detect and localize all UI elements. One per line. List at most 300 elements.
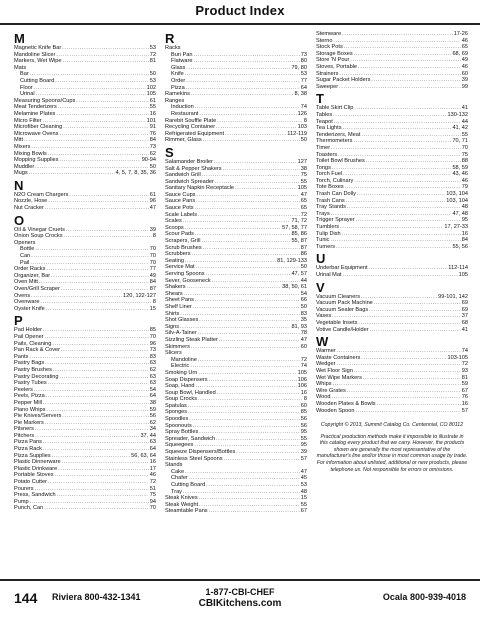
entry-page: 103: [297, 124, 307, 131]
entry-page: 34: [149, 426, 156, 433]
dot-leader: [350, 57, 460, 64]
entry-name: Muddler: [14, 163, 35, 170]
index-entry-soap-hand: [165, 383, 307, 390]
dot-leader: [374, 300, 461, 307]
entry-name: Stainless Steel Spoons: [165, 455, 223, 462]
entry-name: Mixing Bowls: [14, 150, 47, 157]
index-entry-organizer-bar: [14, 273, 156, 280]
index-entry-magnetic-knife-bar: [14, 45, 156, 52]
index-section-r: [165, 32, 307, 144]
index-entry-stoves-portable: [316, 64, 468, 71]
dot-leader: [236, 449, 299, 456]
index-entry-tote-boxes: [316, 184, 468, 191]
dot-leader: [214, 159, 297, 166]
dot-leader: [366, 158, 461, 165]
index-column-3: [316, 31, 468, 478]
section-letter: N: [14, 177, 24, 193]
entry-name: Sandwich Spreader: [165, 178, 214, 185]
dot-leader: [57, 492, 149, 499]
index-entry-sever-gooseneck: [165, 278, 307, 285]
index-entry-oven-grill-scraper: [14, 286, 156, 293]
entry-name: Racks: [165, 45, 181, 51]
dot-leader: [193, 304, 300, 311]
entry-page: 64: [300, 84, 307, 91]
entry-page: 64: [149, 446, 156, 453]
dot-leader: [24, 137, 149, 144]
dot-leader: [193, 423, 300, 430]
entry-page: 17-26: [453, 31, 468, 37]
dot-leader: [206, 271, 291, 278]
dot-leader: [48, 380, 149, 387]
dot-leader: [363, 375, 461, 382]
entry-page: 68, 69: [452, 50, 468, 57]
dot-leader: [223, 166, 300, 173]
entry-name: Trash Cans: [316, 197, 345, 204]
index-entry-tray: [165, 489, 307, 496]
dot-leader: [186, 78, 299, 85]
entry-page: 60: [461, 70, 468, 77]
dot-leader: [41, 299, 152, 306]
entry-name: Pourers: [14, 485, 34, 492]
section-letter: T: [316, 91, 324, 107]
index-entry-nozzle-hose: [14, 198, 156, 205]
entry-name: Pizza Pans: [14, 439, 42, 446]
dot-leader: [344, 44, 461, 51]
footer-center: [160, 587, 320, 610]
index-entry-whips: [316, 381, 468, 388]
entry-page: 8: [152, 233, 156, 240]
index-entry-scoops: [165, 225, 307, 232]
entry-page: 106: [297, 376, 307, 383]
index-entry-press-sandwich: [14, 492, 156, 499]
entry-page: 85: [149, 327, 156, 334]
entry-name: Pitchers: [14, 432, 35, 439]
index-entry-underbar-equipment: [316, 265, 468, 272]
branch-phone-riviera: Riviera 800-432-1341: [52, 592, 141, 602]
entry-name: Mandoline Slicer: [14, 51, 56, 58]
index-entry-shelf-liner: [165, 304, 307, 311]
index-column-2: [165, 31, 307, 517]
index-entry-sizzling-steak-platter: [165, 337, 307, 344]
entry-name: Shirts: [165, 310, 180, 317]
dot-leader: [201, 238, 290, 245]
entry-name: Pails, Cleaning: [14, 340, 52, 347]
entry-list: [14, 45, 156, 177]
dot-leader: [62, 45, 149, 52]
dot-leader: [198, 330, 300, 337]
index-entry-sauce-cups: [165, 192, 307, 199]
dot-leader: [377, 401, 461, 408]
entry-name: Knife: [171, 71, 184, 78]
entry-name: Steak Weight: [165, 501, 199, 508]
index-entry-sweeper: [316, 84, 468, 91]
entry-name: Spatulas: [165, 402, 187, 409]
index-section-t: [316, 92, 468, 250]
entry-name: Stoves, Portable: [316, 63, 358, 70]
index-entry-bar: [14, 71, 156, 78]
index-entry-cake: [165, 469, 307, 476]
entry-page: 74: [461, 348, 468, 355]
entry-name: Pastry Brushes: [14, 366, 52, 373]
entry-page: 69: [461, 306, 468, 313]
entry-page: 81: [149, 58, 156, 65]
entry-name: Glass: [171, 64, 186, 71]
entry-page: 85, 86: [291, 231, 307, 238]
entry-name: Smoking Urn: [165, 369, 198, 376]
entry-name: Oven Mitt: [14, 279, 38, 286]
dot-leader: [358, 64, 461, 71]
dot-leader: [30, 71, 149, 78]
index-entry-vacuum-cleaners: [316, 294, 468, 301]
index-section-n: [14, 179, 156, 212]
entry-page: 48: [300, 488, 307, 495]
copyright-text: Copyright © 2013, Summit Catalog Co. Centennial, CO 80112: [320, 422, 464, 429]
entry-page: 93: [461, 367, 468, 374]
entry-page: 49: [461, 57, 468, 64]
entry-page: 35: [300, 317, 307, 324]
entry-name: Tenderizers, Meat: [316, 131, 361, 138]
dot-leader: [35, 164, 149, 171]
entry-page: 55: [300, 435, 307, 442]
entry-page: 75: [149, 492, 156, 499]
dot-leader: [62, 459, 149, 466]
index-entry-mats: [14, 65, 156, 72]
entry-name: Trash Can Dolly: [316, 191, 356, 198]
dot-leader: [48, 151, 149, 158]
entry-page: 55, 87: [291, 238, 307, 245]
dot-leader: [199, 111, 296, 118]
index-entry-pie-markers: [14, 420, 156, 427]
entry-name: Teapot: [316, 118, 333, 125]
index-entry-pants: [14, 354, 156, 361]
dot-leader: [340, 224, 443, 231]
dot-leader: [58, 104, 149, 111]
entry-name: Pad Holder: [14, 327, 42, 334]
index-entry-mixing-bowls: [14, 151, 156, 158]
entry-page: 91: [149, 124, 156, 131]
entry-name: Tumblers: [316, 224, 340, 231]
entry-name: Vases: [316, 313, 332, 320]
dot-leader: [58, 466, 149, 473]
entry-page: 76: [461, 394, 468, 401]
entry-page: 101: [146, 117, 156, 124]
entry-name: Flatware: [171, 58, 193, 65]
index-entry-trigger-sprayer: [316, 217, 468, 224]
index-entry-steamtable-pans: [165, 508, 307, 515]
entry-name: Pail: [20, 259, 30, 266]
index-entry-pastry-decorating: [14, 374, 156, 381]
index-entry-muddler: [14, 164, 156, 171]
index-entry-wooden-spoon: [316, 408, 468, 415]
dot-leader: [59, 157, 140, 164]
entry-page: 70: [149, 246, 156, 253]
entry-page: 87: [149, 286, 156, 292]
entry-page: 38: [149, 399, 156, 406]
index-entry-wire-grates: [316, 388, 468, 395]
index-entry-shakers: [165, 284, 307, 291]
entry-name: Scour Pads: [165, 231, 194, 238]
dot-leader: [56, 111, 148, 118]
entry-name: Sever, Gooseneck: [165, 277, 211, 284]
entry-page: 50: [300, 264, 307, 271]
index-entry-turners: [316, 244, 468, 251]
entry-page: 75: [461, 151, 468, 158]
index-entry-knife: [165, 71, 307, 78]
entry-page: 80: [300, 58, 307, 65]
dot-leader: [371, 77, 460, 84]
section-letter: O: [14, 212, 25, 228]
entry-name: Portable Stoves: [14, 472, 54, 479]
entry-page: 53: [300, 71, 307, 78]
index-entry-pump: [14, 499, 156, 506]
index-entry-tray-stands: [316, 204, 468, 211]
entry-page: 53: [149, 77, 156, 84]
index-section-m: [14, 32, 156, 177]
entry-name: Plastic Drinkware: [14, 465, 58, 472]
index-entry-trash-can-dolly: [316, 191, 468, 198]
dot-leader: [224, 456, 300, 463]
entry-page: 47: [300, 191, 307, 198]
index-entry-skimmers: [165, 344, 307, 351]
index-entry-urinal-mat: [316, 272, 468, 279]
entry-list: [316, 265, 468, 278]
entry-page: 84: [461, 237, 468, 244]
index-entry-microfiber-cleaning: [14, 124, 156, 131]
index-section-w: [316, 335, 468, 414]
entry-page: 8: [303, 396, 307, 403]
dot-leader: [217, 118, 303, 125]
entry-page: 67: [300, 508, 307, 515]
entry-page: 61: [149, 97, 156, 104]
entry-name: Oyster Knife: [14, 305, 45, 312]
dot-leader: [186, 85, 300, 92]
entry-name: Meat Tenderizers: [14, 104, 57, 111]
dot-leader: [345, 184, 461, 191]
column-3-sections: [316, 31, 468, 414]
dot-leader: [343, 125, 452, 132]
entry-page: 81, 93: [291, 323, 307, 330]
entry-name: Sanitary Napkin Receptacle: [165, 185, 235, 192]
entry-page: 65: [461, 44, 468, 51]
entry-name: Wooden Spoon: [316, 407, 355, 414]
index-entry-trash-cans: [316, 198, 468, 205]
index-entry-urinal: [14, 91, 156, 98]
index-entry-pastry-bags: [14, 360, 156, 367]
index-entry-wooden-plates-bowls: [316, 401, 468, 408]
index-entry-pizza-supplies: [14, 453, 156, 460]
index-columns: [14, 31, 472, 571]
dot-leader: [361, 355, 446, 362]
dot-leader: [36, 91, 146, 98]
entry-name: Oven/Grill Scraper: [14, 286, 61, 292]
dot-leader: [196, 264, 300, 271]
index-entry-toasters: [316, 152, 468, 159]
dot-leader: [59, 374, 148, 381]
website-link[interactable]: CBIKitchens.com: [198, 598, 282, 609]
dot-leader: [183, 218, 291, 225]
entry-name: Pepper Mill: [14, 399, 42, 406]
dot-leader: [209, 377, 297, 384]
entry-page: 62: [149, 150, 156, 157]
entry-page: 126: [297, 110, 307, 117]
dot-leader: [355, 408, 460, 415]
entry-name: Pump: [14, 498, 29, 505]
entry-name: Piano Whips: [14, 406, 46, 413]
entry-page: 50: [300, 303, 307, 310]
entry-page: 70, 71: [452, 138, 468, 145]
entry-name: Sizzling Steak Platter: [165, 336, 218, 343]
entry-name: Spreader, Sandwich: [165, 435, 216, 442]
index-entry-rarebit-souffle-plate: [165, 118, 307, 125]
dot-leader: [188, 403, 300, 410]
entry-name: Vacuum Pack Machine: [316, 300, 373, 307]
entry-page: 95: [461, 217, 468, 224]
entry-page: 71, 72: [291, 218, 307, 225]
index-entry-strainers: [316, 71, 468, 78]
dot-leader: [354, 105, 460, 112]
entry-page: 102: [146, 84, 156, 91]
entry-page: 130-132: [447, 111, 468, 118]
entry-page: 51: [149, 485, 156, 492]
dot-leader: [64, 233, 152, 240]
entry-page: 55: [300, 501, 307, 508]
page-number: 144: [14, 590, 38, 606]
index-entry-glass: [165, 65, 307, 72]
entry-name: Mugs: [14, 170, 28, 177]
index-entry-sterno: [316, 38, 468, 45]
entry-name: Nozzle, Hose: [14, 198, 48, 205]
index-entry-pail: [14, 260, 156, 267]
dot-leader: [185, 225, 281, 232]
dot-leader: [69, 192, 148, 199]
entry-name: Peelers: [14, 386, 33, 393]
dot-leader: [370, 327, 461, 334]
entry-page: 50: [149, 71, 156, 78]
index-entry-peels-pizza: [14, 393, 156, 400]
entry-name: Service Mat: [165, 264, 195, 271]
entry-page: 53: [300, 482, 307, 488]
index-entry-sauce-pots: [165, 205, 307, 212]
entry-page: 15: [149, 305, 156, 312]
entry-page: 55: [300, 178, 307, 185]
entry-name: Table Skirt Clip: [316, 105, 354, 112]
entry-name: Cutting Board: [20, 77, 55, 84]
index-entry-store-n-pour: [316, 57, 468, 64]
entry-page: 16: [461, 400, 468, 407]
index-entry-salamander-broiler: [165, 159, 307, 166]
entry-page: 43, 46: [452, 171, 468, 178]
index-entry-mixers: [14, 144, 156, 151]
entry-name: Pants: [14, 353, 29, 360]
index-entry-shot-glasses: [165, 317, 307, 324]
entry-page: 61: [149, 191, 156, 198]
entry-name: Shakers: [165, 284, 186, 291]
entry-name: Wooden Plates & Bowls: [316, 400, 376, 407]
entry-page: 84: [149, 137, 156, 144]
entry-name: Shelf Liner: [165, 303, 192, 310]
index-entry-flatware: [165, 58, 307, 65]
dot-leader: [52, 341, 148, 348]
index-entry-scour-pads: [165, 231, 307, 238]
entry-page: 55: [149, 104, 156, 111]
dot-leader: [30, 260, 148, 267]
index-entry-steak-weight: [165, 502, 307, 509]
index-entry-order-racks: [14, 266, 156, 273]
index-entry-floor: [14, 85, 156, 92]
index-entry-pepper-mill: [14, 400, 156, 407]
entry-name: Salamander Broiler: [165, 158, 213, 165]
index-entry-stainless-steel-spoons: [165, 456, 307, 463]
dot-leader: [35, 486, 149, 493]
index-section-continued: [316, 31, 468, 90]
dot-leader: [195, 231, 291, 238]
entry-page: 127: [297, 158, 307, 165]
dot-leader: [199, 502, 300, 509]
dot-leader: [369, 307, 461, 314]
entry-page: 112-119: [287, 130, 307, 137]
index-entry-ovenware: [14, 299, 156, 306]
index-entry-vegetable-insets: [316, 320, 468, 327]
entry-name: Ovenware: [14, 299, 40, 306]
dot-leader: [61, 347, 149, 354]
dot-leader: [43, 327, 149, 334]
entry-page: 70: [461, 144, 468, 151]
index-entry-plastic-dinnerware: [14, 459, 156, 466]
entry-page: 99: [461, 83, 468, 90]
entry-name: Trays: [316, 210, 330, 217]
index-entry-spoodles: [165, 416, 307, 423]
index-entry-spoonouts: [165, 423, 307, 430]
index-entry-portable-stoves: [14, 472, 156, 479]
index-entry-pastry-brushes: [14, 367, 156, 374]
dot-leader: [332, 313, 461, 320]
entry-page: 86: [300, 251, 307, 258]
dot-leader: [342, 231, 461, 238]
dot-leader: [202, 172, 300, 179]
entry-name: Tray: [171, 488, 182, 495]
entry-name: Steamtable Pans: [165, 508, 208, 515]
entry-page: 57: [461, 407, 468, 414]
entry-name: Toilet Bowl Brushes: [316, 158, 365, 165]
index-entry-pastry-tubes: [14, 380, 156, 387]
entry-page: 54: [149, 386, 156, 393]
entry-name: Mats: [14, 64, 27, 71]
entry-page: 120, 122-127: [123, 292, 156, 299]
dot-leader: [343, 171, 451, 178]
dot-leader: [34, 387, 149, 394]
index-entry-storage-boxes: [316, 51, 468, 58]
dot-leader: [339, 71, 460, 78]
entry-name: Micro Filter: [14, 117, 42, 124]
dot-leader: [354, 178, 460, 185]
index-entry-sandwich-grill: [165, 172, 307, 179]
index-entry-squeegees: [165, 442, 307, 449]
index-entry-wood: [316, 394, 468, 401]
entry-name: Tote Boxes: [316, 184, 344, 191]
entry-name: Press, Sandwich: [14, 492, 56, 499]
dot-leader: [199, 317, 299, 324]
entry-name: Order: [171, 77, 186, 84]
entry-page: 70: [149, 253, 156, 260]
index-entry-sauce-pans: [165, 198, 307, 205]
dot-leader: [196, 192, 299, 199]
disclaimer-text: Practical production methods make it impossible to illustrate in this catalog every product that we carry. However, the products shown are generally the most representative of the manufacturer's line and/or those in most common usage by trade. For information about unlisted, additional or new products, please telephone us. Not responsible for errors or omissions.: [316, 433, 468, 473]
entry-page: 72: [300, 356, 307, 363]
index-entry-pourers: [14, 486, 156, 493]
index-entry-tongs: [316, 165, 468, 172]
entry-page: 105: [458, 272, 468, 278]
index-entry-trays: [316, 211, 468, 218]
